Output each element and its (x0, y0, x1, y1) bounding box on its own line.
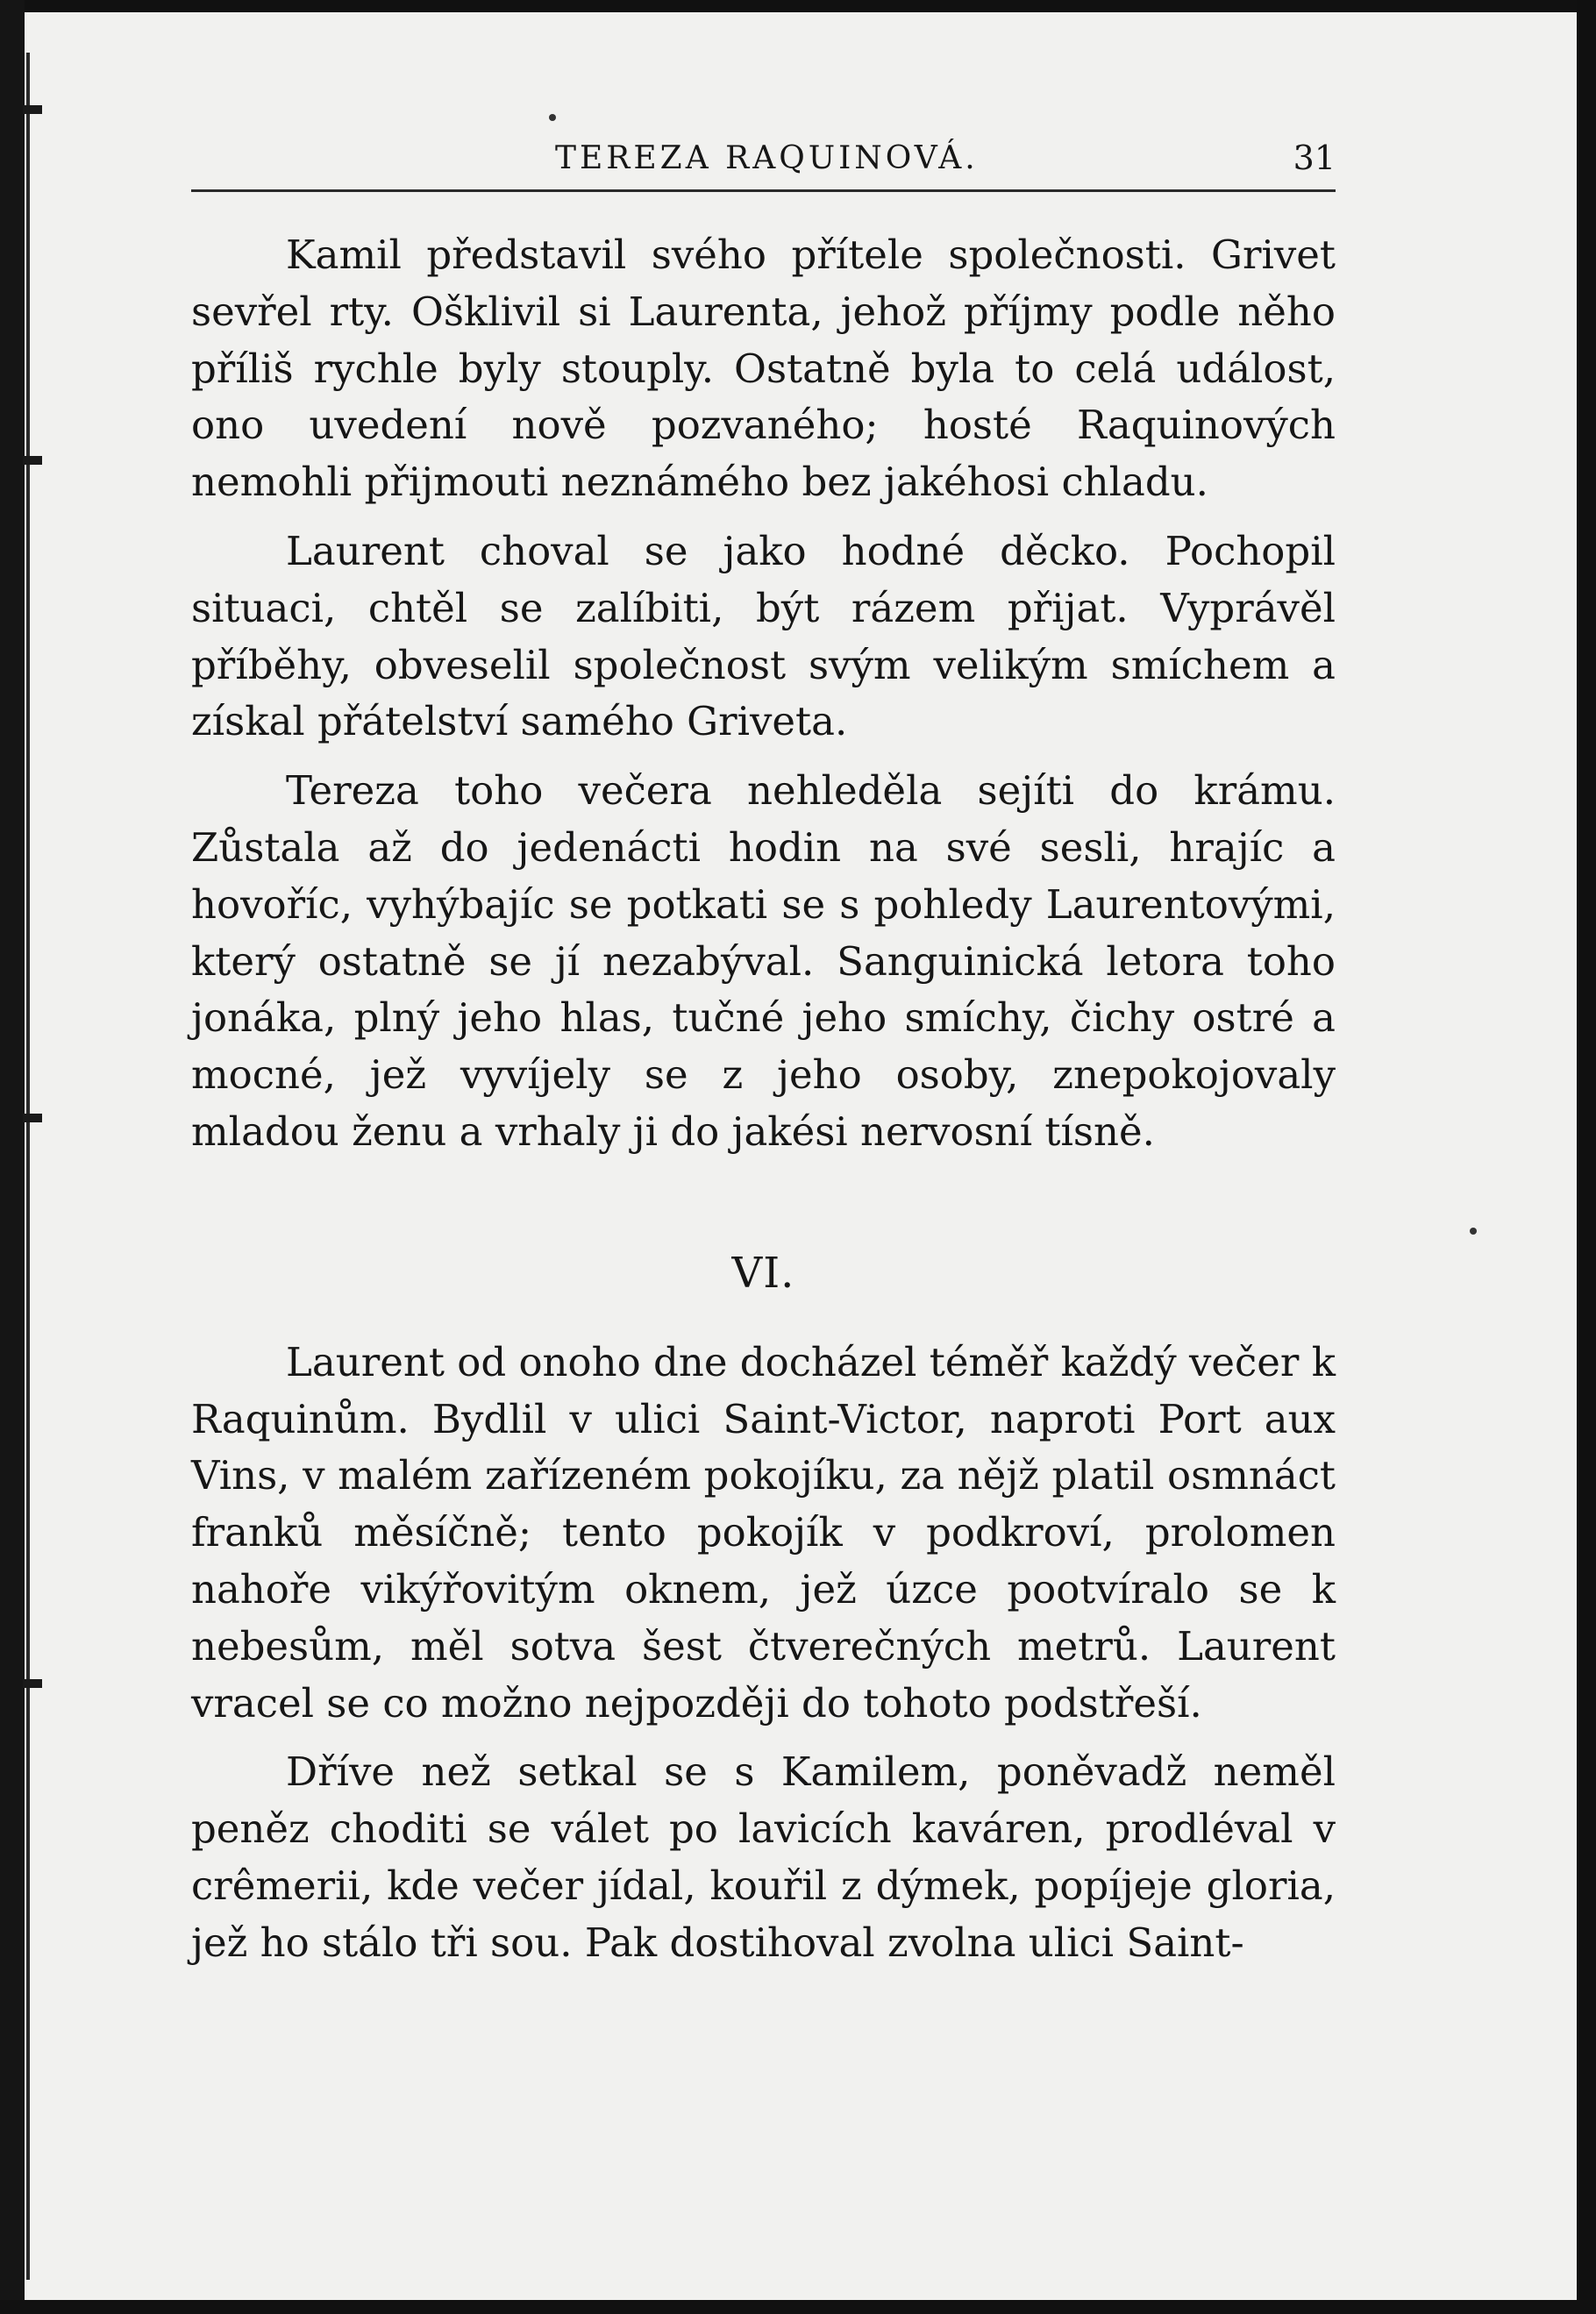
binding-mark (23, 456, 42, 465)
scan-border-bottom (0, 2300, 1596, 2314)
paragraph: Laurent od onoho dne docházel téměř každý večer k Raquinům. Bydlil v ulici Saint-Victor, naproti Port aux Vins, v malém zařízeném pokojíku, za nějž platil osmnáct franků měsíčně; tento pokojík v podkroví, prolomen nahoře vikýřovitým oknem, jež úzce pootvíralo se k nebesům, měl sotva šest čtverečných metrů. Laurent vracel se co možno nejpozději do tohoto podstřeší. (191, 1338, 1336, 1727)
paragraph: Kamil představil svého přítele společnosti. Grivet sevřel rty. Ošklivil si Laurenta, jehož příjmy podle něho příliš rychle byly stouply. Ostatně byla to celá událost, ono uvedení nově pozvaného; hosté Raquinových nemohli přijmouti neznámého bez jakéhosi chladu. (191, 231, 1336, 506)
paragraph: Laurent choval se jako hodné děcko. Pochopil situaci, chtěl se zalíbiti, být rázem přijat. Vyprávěl příběhy, obveselil společnost svým velikým smíchem a získal přátelství samého Griveta. (191, 527, 1336, 745)
page-number: 31 (1293, 139, 1336, 177)
scan-border-right (1577, 0, 1596, 2314)
binding-mark (23, 1114, 42, 1122)
binding-gutter-shadow (26, 53, 30, 2280)
paragraph: Tereza toho večera nehleděla sejíti do krámu. Zůstala až do jedenácti hodin na své sesli, hrajíc a hovoříc, vyhýbajíc se potkati se s pohledy Laurentovými, který ostatně se jí nezabýval. Sanguinická letora toho jonáka, plný jeho hlas, tučné jeho smíchy, čichy ostré a mocné, jež vyvíjely se z jeho osoby, znepokojovaly mladou ženu a vrhaly ji do jakési nervosní tísně. (191, 767, 1336, 1155)
body-text (191, 227, 1336, 1972)
running-title: TEREZA RAQUINOVÁ. (555, 140, 979, 176)
running-head (191, 132, 1336, 192)
paragraph: Dříve než setkal se s Kamilem, poněvadž neměl peněz choditi se válet po lavicích kaváren, prodléval v crêmerii, kde večer jídal, kouřil z dýmek, popíjeje gloria, jež ho stálo tři sou. Pak dostihoval zvolna ulici Saint- (191, 1748, 1336, 1966)
book-page (191, 132, 1336, 1972)
binding-mark (23, 105, 42, 114)
ink-speck (549, 114, 556, 121)
ink-speck (1470, 1228, 1477, 1235)
binding-mark (23, 1679, 42, 1688)
scan-border-top (0, 0, 1596, 12)
chapter-heading: VI. (731, 1248, 795, 1298)
scan-border-left (0, 0, 25, 2314)
